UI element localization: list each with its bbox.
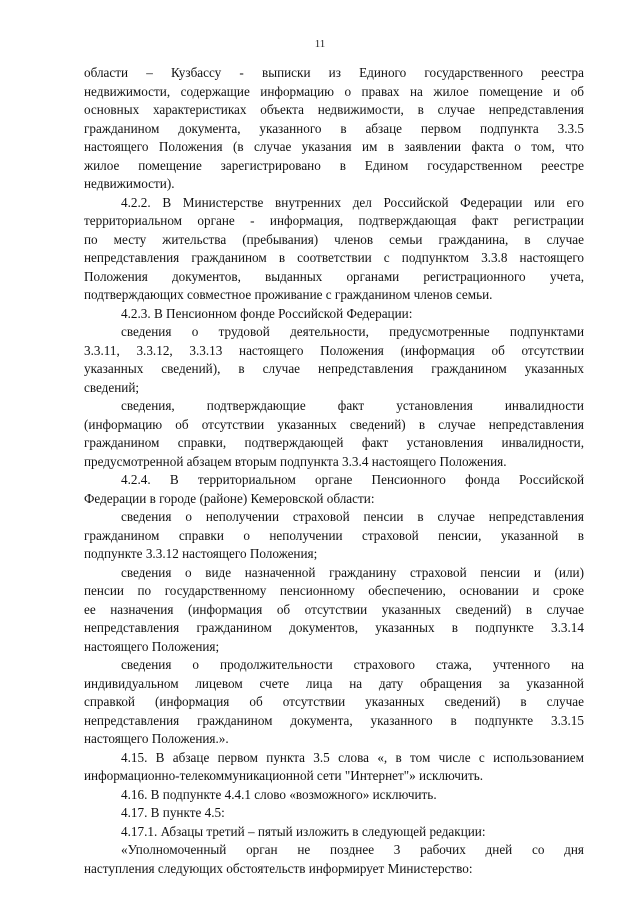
text-line: 3.3.11, 3.3.12, 3.3.13 настоящего Положения (информация об отсутствии [84,342,584,358]
text-line: сведения о виде назначенной гражданину страховой пенсии и (или) [121,564,584,580]
text-line: пенсии по государственному пенсионному обеспечению, основании и сроке [84,583,584,598]
text-line: 4.2.3. В Пенсионном фонде Российской Федерации: [121,305,413,321]
text-line: наступления следующих обстоятельств информирует Министерство: [84,860,473,876]
text-line: непредставления гражданином документов, указанных в подпункте 3.3.14 [84,620,584,635]
text-line: жилое помещение зарегистрировано в Едином государственном реестре [84,157,584,173]
text-line: указанных сведений), в случае непредставления гражданином указанных [84,361,584,376]
text-line: настоящего Положения; [84,638,220,654]
text-line: гражданином справки о неполучении страховой пенсии, указанной в [84,527,584,543]
document-body [84,64,584,878]
text-line: ее назначения (информация об отсутствии указанных сведений) в случае [84,601,584,617]
text-line: индивидуальном лицевом счете лица на дату обращения за указанной [84,675,584,691]
text-line: гражданином документа, указанного в абзаце первом подпункта 3.3.5 [84,120,584,136]
text-line: сведения, подтверждающие факт установления инвалидности [121,398,584,413]
text-line: 4.17.1. Абзацы третий – пятый изложить в следующей редакции: [121,823,486,839]
text-line: недвижимости, содержащие информацию о правах на жилое помещение и об [84,83,584,99]
text-line: Федерации в городе (районе) Кемеровской области: [84,490,375,506]
text-line: основных характеристиках объекта недвижимости, в случае непредставления [84,102,584,117]
text-line: справкой (информация об отсутствии указанных сведений) в случае [84,694,584,709]
text-line: сведения о продолжительности страхового стажа, учтенного на [121,657,584,672]
text-line: непредставления гражданином документа, указанного в подпункте 3.3.15 [84,712,584,728]
text-line: 4.2.4. В территориальном органе Пенсионного фонда Российской [121,472,584,487]
text-line: территориальном органе - информация, подтверждающая факт регистрации [84,213,584,228]
text-line: непредставления гражданином в соответствии с подпунктом 3.3.8 настоящего [84,250,584,265]
text-line: области – Кузбассу - выписки из Единого государственного реестра [84,65,584,80]
text-line: подпункте 3.3.12 настоящего Положения; [84,546,318,561]
text-line: гражданином справки, подтверждающей факт установления инвалидности, [84,435,584,450]
text-line: недвижимости). [84,176,175,191]
text-line: подтверждающих совместное проживание с гражданином членов семьи. [84,287,493,302]
text-line: Положения документов, выданных органами регистрационного учета, [84,268,584,284]
text-line: 4.16. В подпункте 4.4.1 слово «возможного» исключить. [121,786,437,802]
text-line: настоящего Положения (в случае указания им в заявлении факта о том, что [84,139,584,154]
page-number: 11 [314,38,326,50]
text-line: (информацию об отсутствии указанных сведений) в случае непредставления [84,416,584,432]
text-line: сведения о трудовой деятельности, предусмотренные подпунктами [121,324,584,339]
text-line: 4.15. В абзаце первом пункта 3.5 слова «, в том числе с использованием [121,749,584,765]
text-line: 4.17. В пункте 4.5: [121,805,225,820]
text-line: информационно-телекоммуникационной сети "Интернет"» исключить. [84,768,484,783]
text-line: сведений; [84,379,140,395]
text-line: 4.2.2. В Министерстве внутренних дел Российской Федерации или его [121,194,584,210]
text-line: по месту жительства (пребывания) членов семьи гражданина, в случае [84,231,584,247]
text-line: «Уполномоченный орган не позднее 3 рабочих дней со дня [121,842,584,857]
text-line: настоящего Положения.». [84,731,229,746]
text-line: сведения о неполучении страховой пенсии в случае непредставления [121,509,584,524]
text-line: предусмотренной абзацем вторым подпункта 3.3.4 настоящего Положения. [84,453,507,469]
